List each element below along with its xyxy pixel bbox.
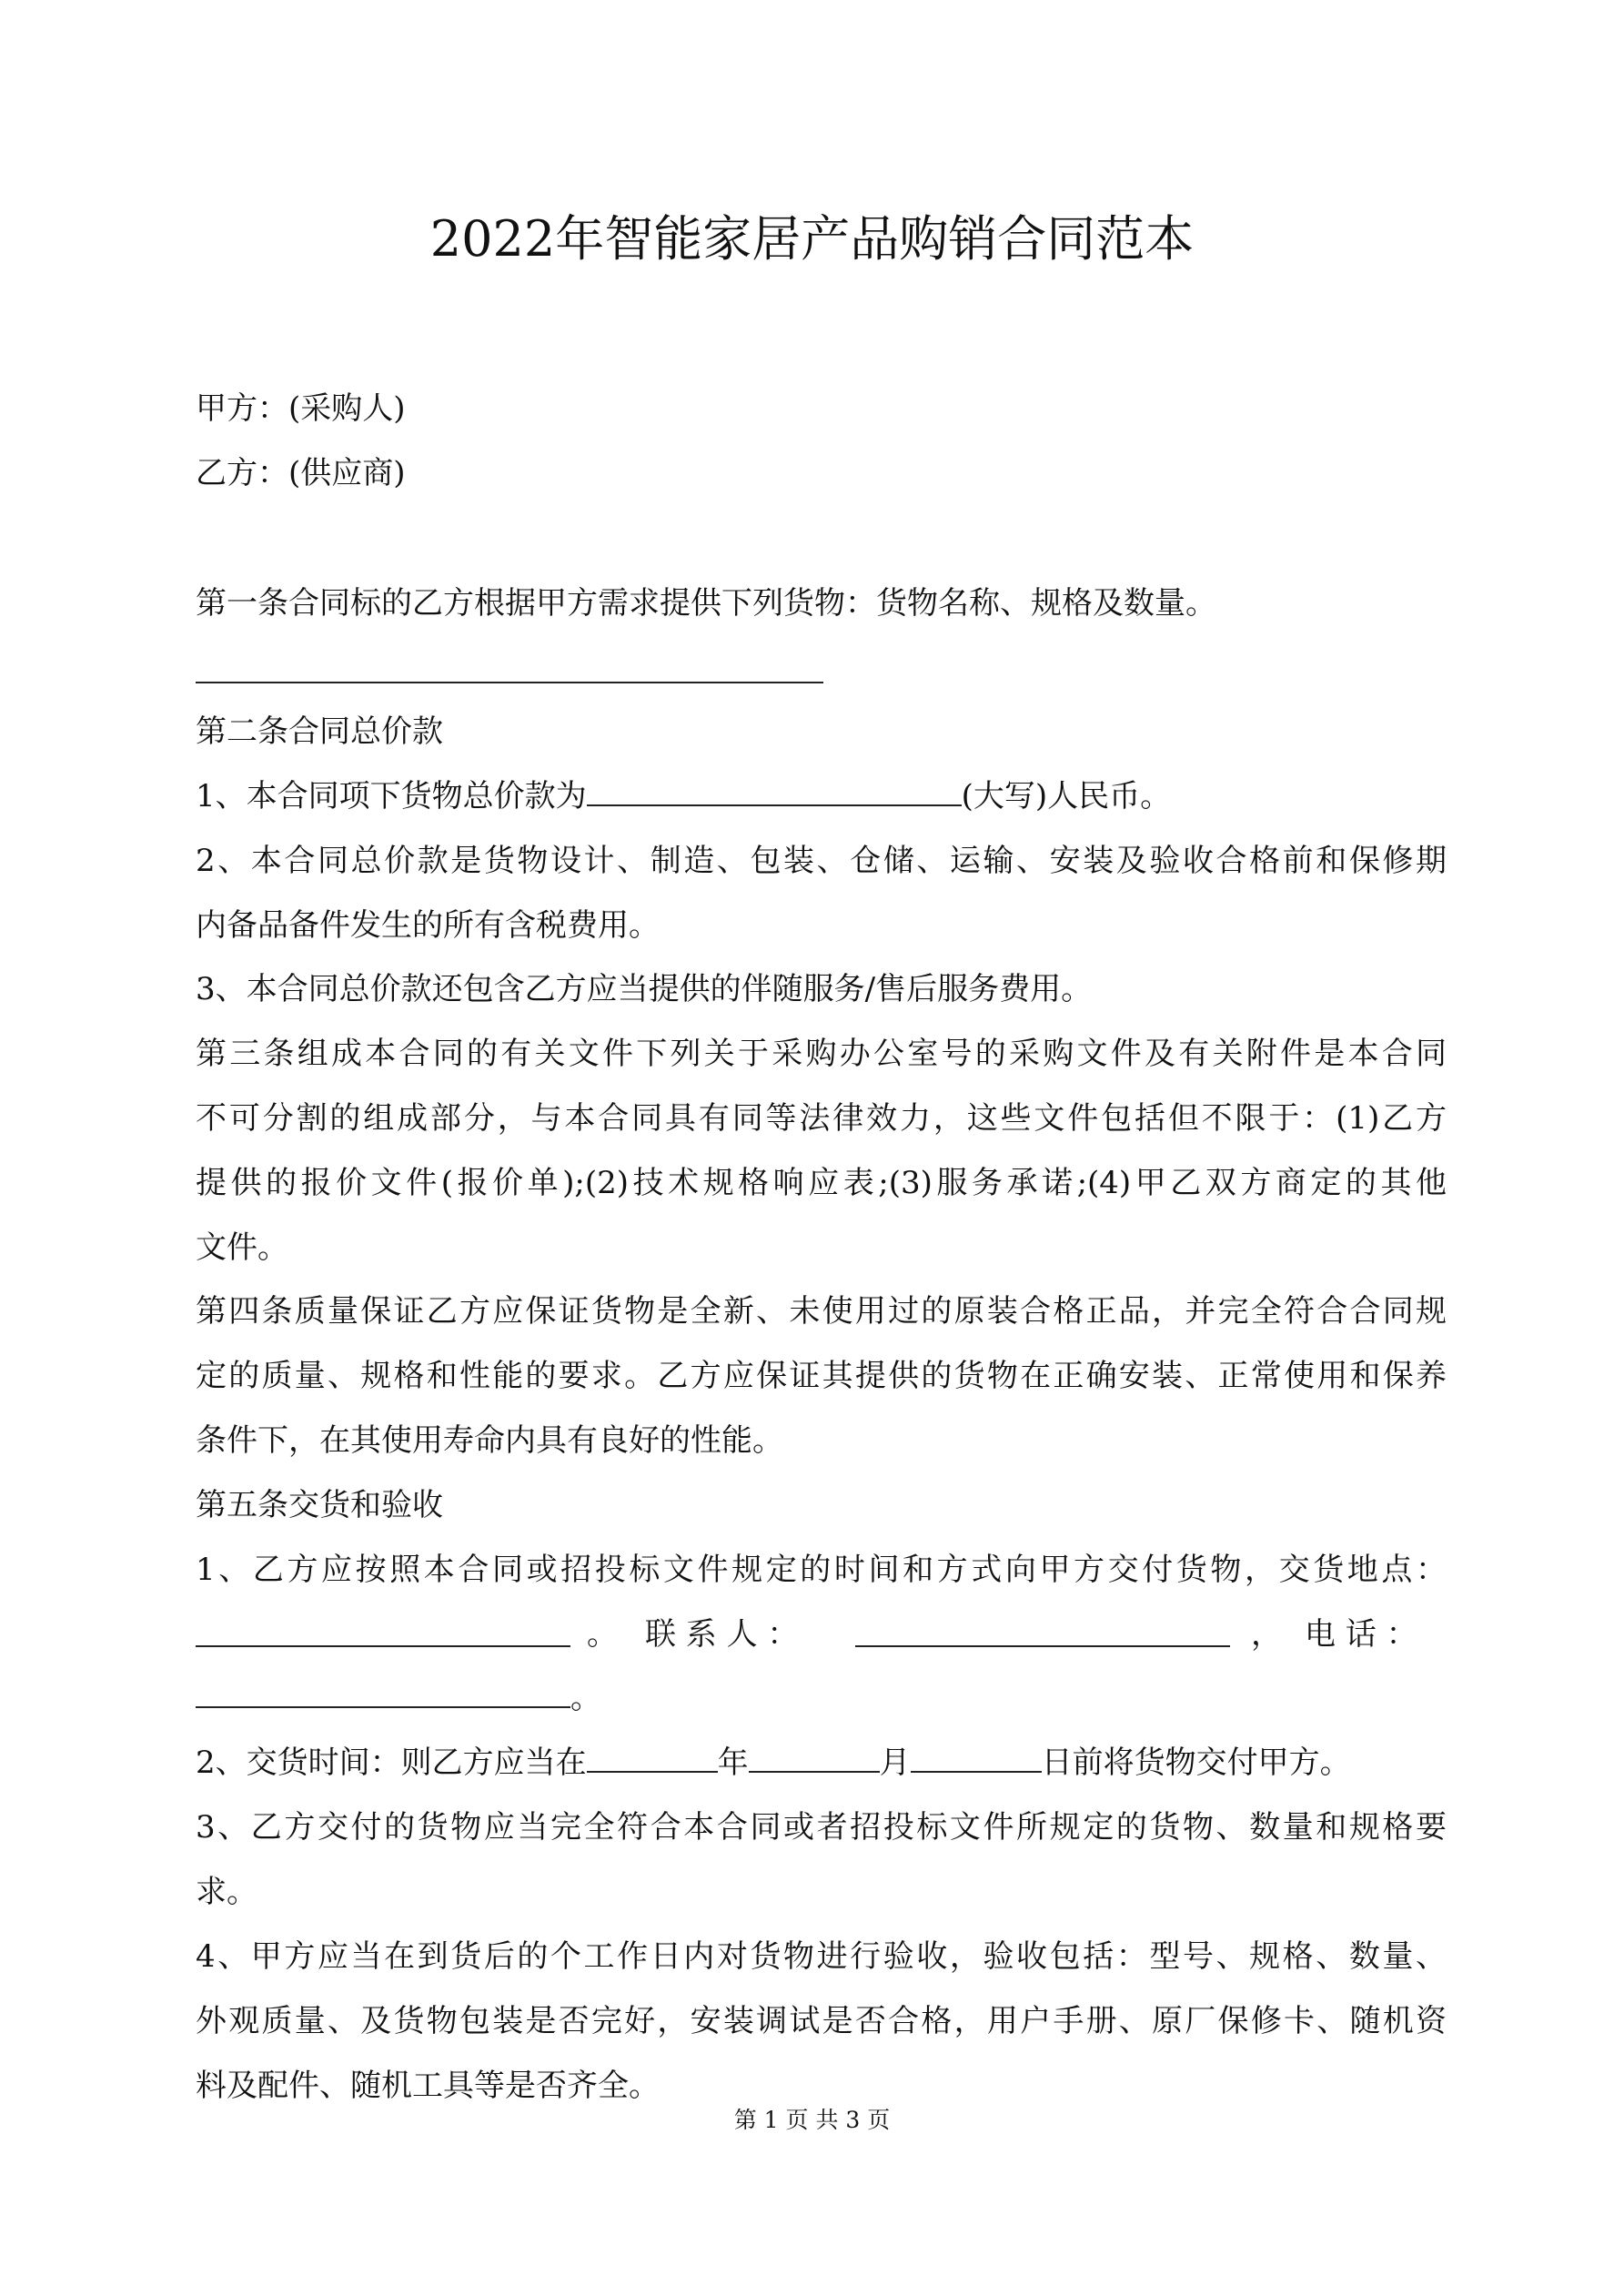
item-text: 2、交货时间：则乙方应当在 bbox=[196, 1745, 587, 1781]
article-5-item-4-line-2: 外观质量、及货物包装是否完好，安装调试是否合格，用户手册、原厂保修卡、随机资 bbox=[196, 2003, 1447, 2039]
article-3-line-4: 文件。 bbox=[196, 1229, 288, 1266]
article-4-line-2: 定的质量、规格和性能的要求。乙方应保证其提供的货物在正确安装、正常使用和保养 bbox=[196, 1358, 1447, 1394]
article-3-line-1: 第三条组成本合同的有关文件下列关于采购办公室号的采购文件及有关附件是本合同 bbox=[196, 1036, 1447, 1072]
month-label: 月 bbox=[879, 1745, 911, 1781]
article-3-line-3: 提供的报价文件(报价单);(2)技术规格响应表;(3)服务承诺;(4)甲乙双方商定的其他 bbox=[196, 1165, 1447, 1201]
year-blank bbox=[587, 1744, 718, 1773]
goods-blank-line bbox=[196, 682, 823, 683]
article-4-line-3: 条件下，在其使用寿命内具有良好的性能。 bbox=[196, 1422, 783, 1459]
party-a-line: 甲方：(采购人) bbox=[196, 390, 406, 427]
article-5-item-4-line-1: 4、甲方应当在到货后的个工作日内对货物进行验收，验收包括：型号、规格、数量、 bbox=[196, 1938, 1447, 1975]
article-2-item-2-line-2: 内备品备件发生的所有含税费用。 bbox=[196, 907, 660, 944]
contact-blank bbox=[855, 1618, 1230, 1647]
article-5-item-3-line-2: 求。 bbox=[196, 1874, 257, 1910]
delivery-location-blank bbox=[196, 1618, 570, 1647]
article-1: 第一条合同标的乙方根据甲方需求提供下列货物：货物名称、规格及数量。 bbox=[196, 585, 1216, 622]
party-b-line: 乙方：(供应商) bbox=[196, 455, 406, 491]
article-2-heading: 第二条合同总价款 bbox=[196, 713, 443, 750]
contact-label: 联 系 人 ： bbox=[645, 1616, 799, 1653]
article-5-item-2 bbox=[196, 1743, 1447, 1783]
document-title: 2022年智能家居产品购销合同范本 bbox=[429, 210, 1195, 268]
month-blank bbox=[749, 1744, 880, 1773]
article-5-item-1-line-3 bbox=[196, 1678, 1447, 1718]
article-2-item-1 bbox=[196, 776, 1447, 816]
item-text: 日前将货物交付甲方。 bbox=[1041, 1745, 1351, 1781]
period-mark: 。 bbox=[587, 1616, 618, 1653]
article-5-item-4-line-3: 料及配件、随机工具等是否齐全。 bbox=[196, 2068, 660, 2104]
period-mark: 。 bbox=[570, 1680, 601, 1716]
article-5-item-3-line-1: 3、乙方交付的货物应当完全符合本合同或者招投标文件所规定的货物、数量和规格要 bbox=[196, 1809, 1447, 1846]
article-2-item-2-line-1: 2、本合同总价款是货物设计、制造、包装、仓储、运输、安装及验收合格前和保修期 bbox=[196, 843, 1447, 879]
article-5-item-1-line-1: 1、乙方应按照本合同或招投标文件规定的时间和方式向甲方交付货物，交货地点： bbox=[196, 1552, 1447, 1588]
page-footer: 第 1 页 共 3 页 bbox=[733, 2107, 891, 2133]
year-label: 年 bbox=[717, 1745, 749, 1781]
phone-label: 电 话 ： bbox=[1305, 1616, 1417, 1653]
item-text: (大写)人民币。 bbox=[961, 778, 1172, 814]
article-2-item-3: 3、本合同总价款还包含乙方应当提供的伴随服务/售后服务费用。 bbox=[196, 971, 1093, 1007]
article-4-line-1: 第四条质量保证乙方应保证货物是全新、未使用过的原装合格正品，并完全符合合同规 bbox=[196, 1293, 1447, 1330]
comma-mark: ， bbox=[1251, 1616, 1282, 1653]
article-5-heading: 第五条交货和验收 bbox=[196, 1487, 443, 1523]
total-price-blank bbox=[587, 777, 962, 806]
article-3-line-2: 不可分割的组成部分，与本合同具有同等法律效力，这些文件包括但不限于：(1)乙方 bbox=[196, 1100, 1447, 1137]
day-blank bbox=[911, 1744, 1042, 1773]
item-text: 1、本合同项下货物总价款为 bbox=[196, 778, 587, 814]
article-5-item-1-line-2 bbox=[196, 1614, 1447, 1654]
phone-blank bbox=[196, 1679, 570, 1708]
